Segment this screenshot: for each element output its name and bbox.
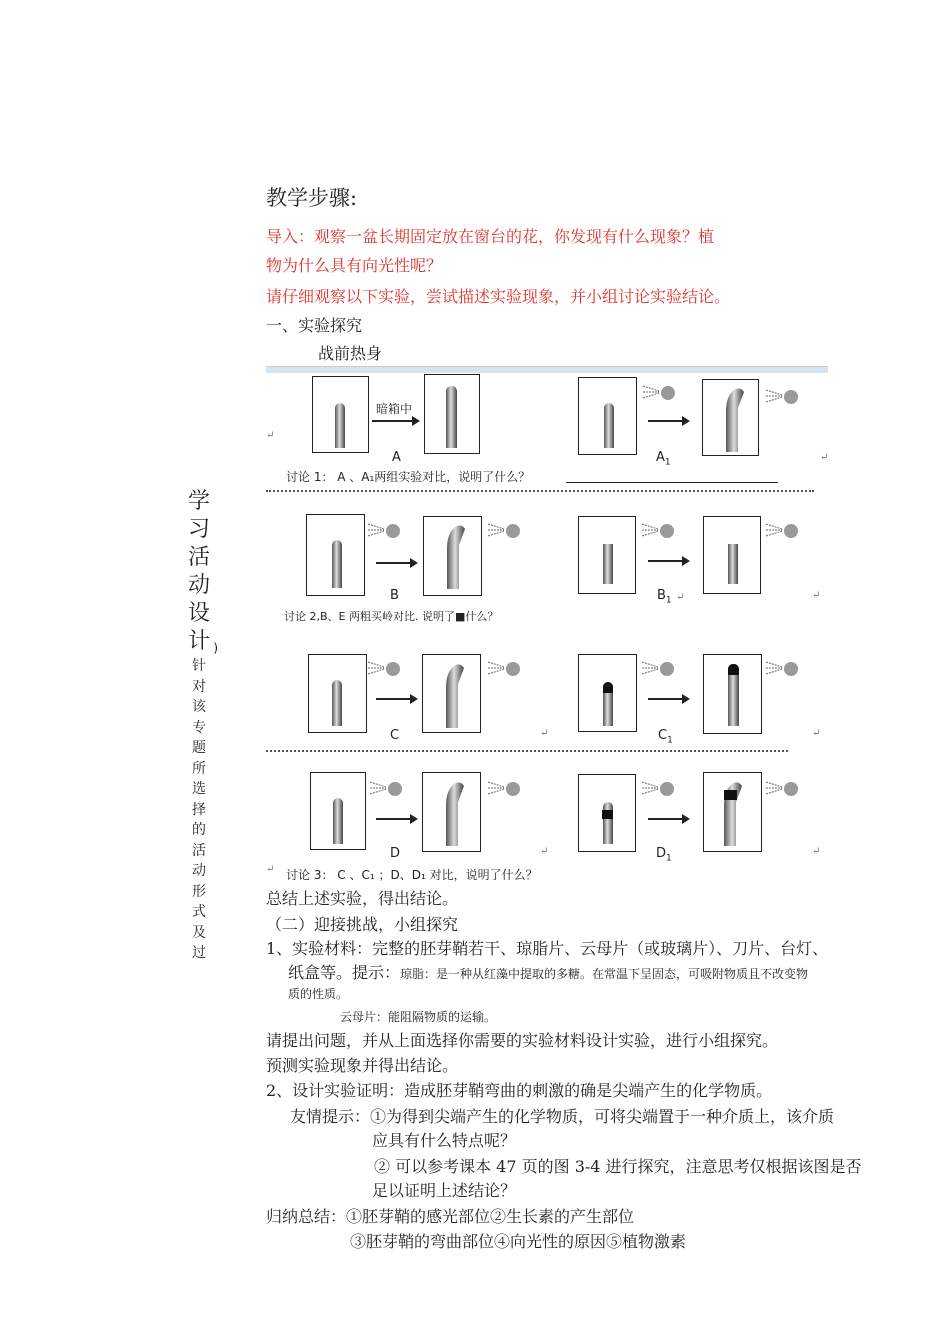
light-source-icon	[784, 524, 798, 538]
summary-line: 总结上述实验，得出结论。	[266, 889, 459, 908]
label-text: A	[656, 450, 665, 465]
sidebar-char: 动	[192, 863, 206, 879]
decapitated-coleoptile	[603, 544, 613, 584]
label-D: D	[390, 846, 401, 861]
light-rays-icon	[368, 780, 388, 796]
arrow-icon	[376, 818, 416, 820]
label-subscript: 1	[666, 853, 672, 864]
sidebar-char: 题	[192, 740, 206, 756]
agar-hint: 琼脂：是一种从红藻中提取的多糖。在常温下呈固态，可吸附物质且不改变物	[400, 967, 809, 981]
label-subscript: 1	[667, 735, 673, 746]
materials-line-1: 1、实验材料：完整的胚芽鞘若干、琼脂片、云母片（或玻璃片）、刀片、台灯、	[266, 939, 829, 958]
conclusion-line-2: ③胚芽鞘的弯曲部位④向光性的原因⑤植物激素	[350, 1232, 687, 1251]
agar-hint-cont: 质的性质。	[288, 987, 349, 1001]
arrow-icon	[372, 420, 418, 422]
return-mark: ↵	[812, 846, 821, 857]
arrow-icon	[648, 560, 688, 562]
label-subscript: 1	[665, 595, 672, 606]
discussion-2: 讨论 2,B、E 两粗买岭对比. 说明了■什么？	[284, 610, 499, 623]
light-source-icon	[660, 782, 674, 796]
conclusion-line-1: 归纳总结：①胚芽鞘的感光部位②生长素的产生部位	[266, 1207, 635, 1226]
coleoptile	[332, 680, 342, 726]
light-source-icon	[506, 524, 520, 538]
label-text: C	[658, 728, 668, 743]
return-mark: ↵	[540, 728, 549, 739]
coleoptile	[335, 403, 345, 448]
sidebar-char: 形	[192, 883, 206, 900]
light-rays-icon	[366, 660, 386, 676]
section2-title: （二）迎接挑战，小组探究	[266, 915, 459, 934]
light-rays-icon	[486, 660, 506, 676]
sidebar-char: 学	[187, 489, 210, 514]
light-source-icon	[506, 782, 520, 796]
return-mark: ↵	[266, 864, 275, 875]
intro-line-3: 请仔细观察以下实验，尝试描述实验现象，并小组讨论实验结论。	[266, 287, 731, 306]
sidebar-char: 选	[192, 781, 206, 797]
light-source-icon	[386, 662, 400, 676]
light-source-icon	[386, 524, 400, 538]
light-source-icon	[506, 662, 520, 676]
bent-coleoptile	[718, 778, 748, 846]
sidebar-char: 择	[192, 801, 206, 818]
light-rays-icon	[640, 660, 660, 676]
light-source-icon	[388, 782, 402, 796]
opaque-cap	[728, 664, 739, 675]
sidebar-char: 式	[192, 904, 206, 920]
return-mark: ↵	[812, 728, 821, 739]
bent-coleoptile	[720, 384, 750, 452]
mica-hint: 云母片：能阻隔物质的运输。	[340, 1010, 497, 1024]
sidebar-char: 过	[192, 945, 206, 961]
label-subscript: 1	[664, 457, 671, 468]
sidebar-char: 的	[192, 822, 206, 838]
tip1-line-2: 应具有什么特点呢？	[372, 1131, 517, 1150]
opaque-cap	[603, 682, 613, 693]
sidebar-char: 活	[187, 545, 210, 570]
sidebar-char: 对	[192, 678, 206, 695]
coleoptile	[603, 802, 613, 844]
return-mark: ↵	[540, 846, 549, 857]
coleoptile-tall	[446, 386, 457, 448]
tip2-line-1: ② 可以参考课本 47 页的图 3-4 进行探究，注意思考仅根据该图是否	[374, 1157, 862, 1176]
sidebar-char	[184, 628, 218, 656]
bent-coleoptile	[441, 521, 471, 589]
sidebar-char: 动	[187, 573, 210, 598]
arrow-icon	[648, 420, 688, 422]
label-A: A	[392, 450, 401, 465]
discussion-1: 讨论 1： A 、A₁两组实验对比，说明了什么？	[286, 470, 531, 484]
bent-coleoptile	[440, 660, 470, 728]
divider	[266, 490, 814, 492]
opaque-band	[602, 810, 613, 819]
light-source-icon	[784, 782, 798, 796]
label-A1	[656, 450, 671, 468]
label-D1	[656, 846, 672, 864]
light-source-icon	[660, 662, 674, 676]
intro-line-2: 物为什么具有向光性呢？	[266, 256, 443, 275]
coleoptile	[604, 403, 614, 448]
light-rays-icon	[366, 522, 386, 538]
divider	[266, 750, 788, 752]
coleoptile	[333, 798, 343, 844]
materials-text: 纸盒等。提示：	[288, 963, 401, 982]
sidebar-char: 所	[192, 760, 206, 777]
light-source-icon	[784, 662, 798, 676]
sidebar-char: 该	[192, 699, 206, 715]
answer-line	[566, 482, 778, 483]
figure-top-border	[266, 366, 828, 373]
light-rays-icon	[640, 780, 660, 796]
sidebar-title	[184, 488, 218, 964]
light-rays-icon	[486, 522, 506, 538]
item2-line: 2、设计实验证明：造成胚芽鞘弯曲的刺激的确是尖端产生的化学物质。	[266, 1081, 773, 1100]
decapitated-coleoptile	[728, 544, 738, 584]
coleoptile	[332, 540, 342, 588]
light-source-icon	[661, 386, 675, 400]
light-rays-icon	[641, 384, 661, 400]
sidebar-char: 设	[187, 601, 210, 626]
arrow-icon	[376, 698, 416, 700]
sidebar-char-text: 计	[187, 629, 210, 654]
label-B: B	[390, 588, 399, 603]
light-rays-icon	[764, 660, 784, 676]
sidebar-char: 专	[192, 719, 206, 736]
arrow-icon	[648, 818, 688, 820]
intro-line-1: 导入：观察一盆长期固定放在窗台的花，你发现有什么现象？植	[266, 227, 715, 246]
light-rays-icon	[764, 522, 784, 538]
light-rays-icon	[764, 388, 784, 404]
question-line-1: 请提出问题，并从上面选择你需要的实验材料设计实验，进行小组探究。	[266, 1031, 779, 1050]
return-mark: ↵	[676, 592, 685, 603]
label-B1	[657, 588, 672, 606]
label-C: C	[390, 728, 400, 743]
sidebar-char: 针	[192, 658, 206, 674]
label-text: D	[656, 846, 667, 861]
sidebar-char: 习	[187, 517, 210, 542]
tip2-line-2: 足以证明上述结论？	[372, 1181, 517, 1200]
page-heading: 教学步骤:	[266, 186, 358, 210]
light-source-icon	[784, 390, 798, 404]
section1-title: 一、实验探究	[266, 316, 363, 335]
sidebar-char: 活	[192, 842, 206, 859]
sidebar-paren: )	[213, 641, 218, 655]
arrow-icon	[648, 698, 688, 700]
tip1-line-1: 友情提示：①为得到尖端产生的化学物质，可将尖端置于一种介质上，该介质	[290, 1107, 835, 1126]
light-source-icon	[660, 524, 674, 538]
sidebar-char: 及	[192, 924, 206, 941]
label-text: B	[657, 588, 666, 603]
return-mark: ↵	[820, 452, 829, 463]
section1-subtitle: 战前热身	[318, 344, 383, 363]
light-rays-icon	[486, 780, 506, 796]
light-rays-icon	[764, 780, 784, 796]
materials-line-2	[288, 960, 808, 983]
return-mark: ↵	[812, 590, 821, 601]
discussion-3: 讨论 3： C 、C₁ ；D、D₁ 对比，说明了什么？	[286, 868, 538, 882]
dark-box-label: 暗箱中	[376, 402, 413, 416]
light-rays-icon	[640, 522, 660, 538]
bent-coleoptile	[440, 778, 470, 846]
arrow-icon	[376, 562, 416, 564]
label-C1	[658, 728, 673, 746]
question-line-2: 预测实验现象并得出结论。	[266, 1056, 459, 1075]
return-mark: ↵	[266, 430, 275, 441]
